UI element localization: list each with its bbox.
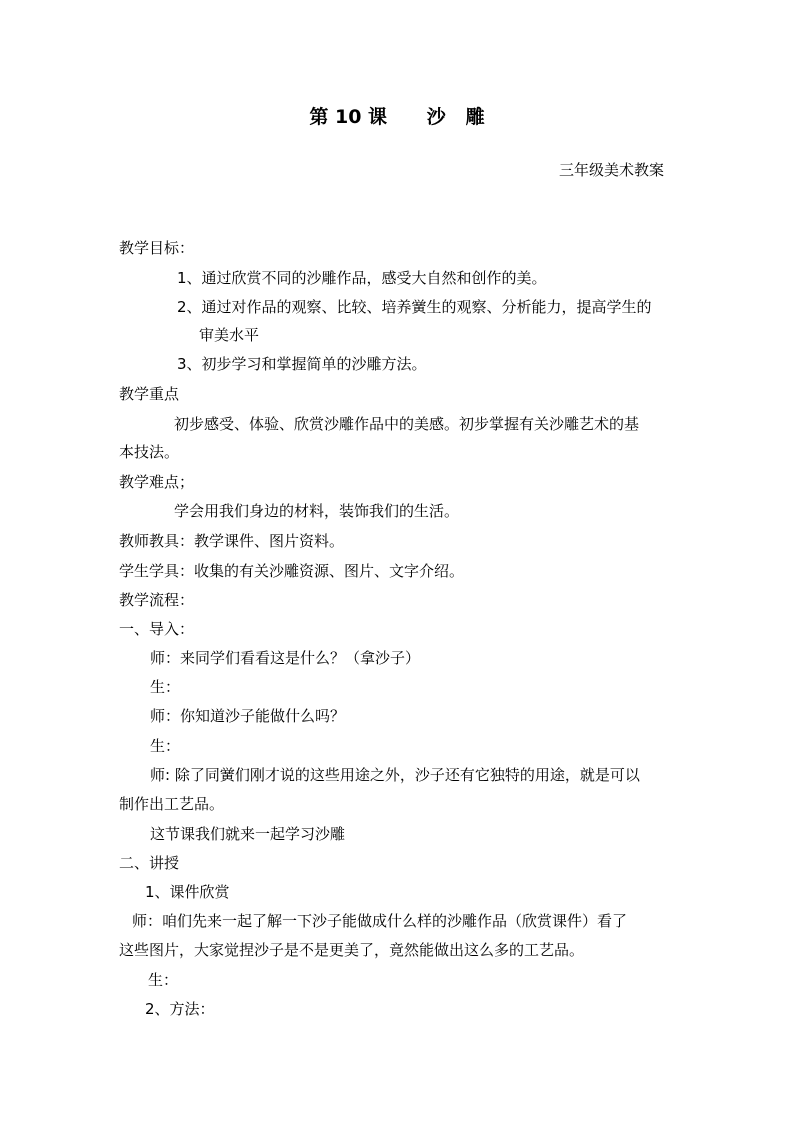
step-1-slides: 1、课件欣赏: [145, 883, 230, 901]
key-points-cont: 本技法。: [119, 443, 180, 461]
dialogue-student-3: 生：: [148, 971, 179, 989]
objective-1: 1、通过欣赏不同的沙雕作品，感受大自然和创作的美。: [177, 269, 547, 287]
lesson-subtitle: 三年级美术教案: [558, 161, 664, 179]
objective-2: 2、通过对作品的观察、比较、培养黉生的观察、分析能力，提高学生的: [177, 298, 652, 316]
teacher-aids: 教师教具：教学课件、图片资料。: [119, 532, 345, 550]
heading-key-points: 教学重点: [119, 385, 180, 403]
difficulties-text: 学会用我们身边的材料，装饰我们的生活。: [174, 502, 460, 520]
objective-2-cont: 审美水平: [199, 326, 260, 344]
key-points-text: 初步感受、体验、欣赏沙雕作品中的美感。初步掌握有关沙雕艺术的基: [174, 415, 640, 433]
dialogue-teacher-3-cont: 制作出工艺品。: [119, 795, 225, 813]
dialogue-teacher-4: 师：咱们先来一起了解一下沙子能做成什么样的沙雕作品（欣赏课件）看了: [132, 912, 628, 930]
dialogue-student-2: 生：: [150, 737, 181, 755]
dialogue-teacher-4-cont: 这些图片，大家觉捏沙子是不是更美了，竟然能做出这么多的工艺品。: [119, 941, 585, 959]
step-2-method: 2、方法：: [145, 1000, 215, 1018]
heading-process: 教学流程：: [119, 591, 195, 609]
student-aids: 学生学具：收集的有关沙雕资源、图片、文字介绍。: [119, 562, 465, 580]
objective-3: 3、初步学习和掌握简单的沙雕方法。: [177, 355, 427, 373]
lesson-title: 第 10 课 沙 雕: [309, 106, 485, 128]
dialogue-teacher-3: 师: 除了同黉们刚才说的这些用途之外，沙子还有它独特的用途，就是可以: [150, 766, 640, 784]
introduction-closing: 这节课我们就来一起学习沙雕: [150, 825, 346, 843]
heading-difficulties: 教学难点；: [119, 473, 195, 491]
section-lecture: 二、讲授: [119, 854, 180, 872]
dialogue-student-1: 生：: [150, 678, 181, 696]
heading-objectives: 教学目标：: [119, 239, 195, 257]
dialogue-teacher-2: 师：你知道沙子能做什么吗？: [150, 707, 346, 725]
dialogue-teacher-1: 师：来同学们看看这是什么？（拿沙子）: [150, 649, 421, 667]
section-introduction: 一、导入：: [119, 620, 195, 638]
